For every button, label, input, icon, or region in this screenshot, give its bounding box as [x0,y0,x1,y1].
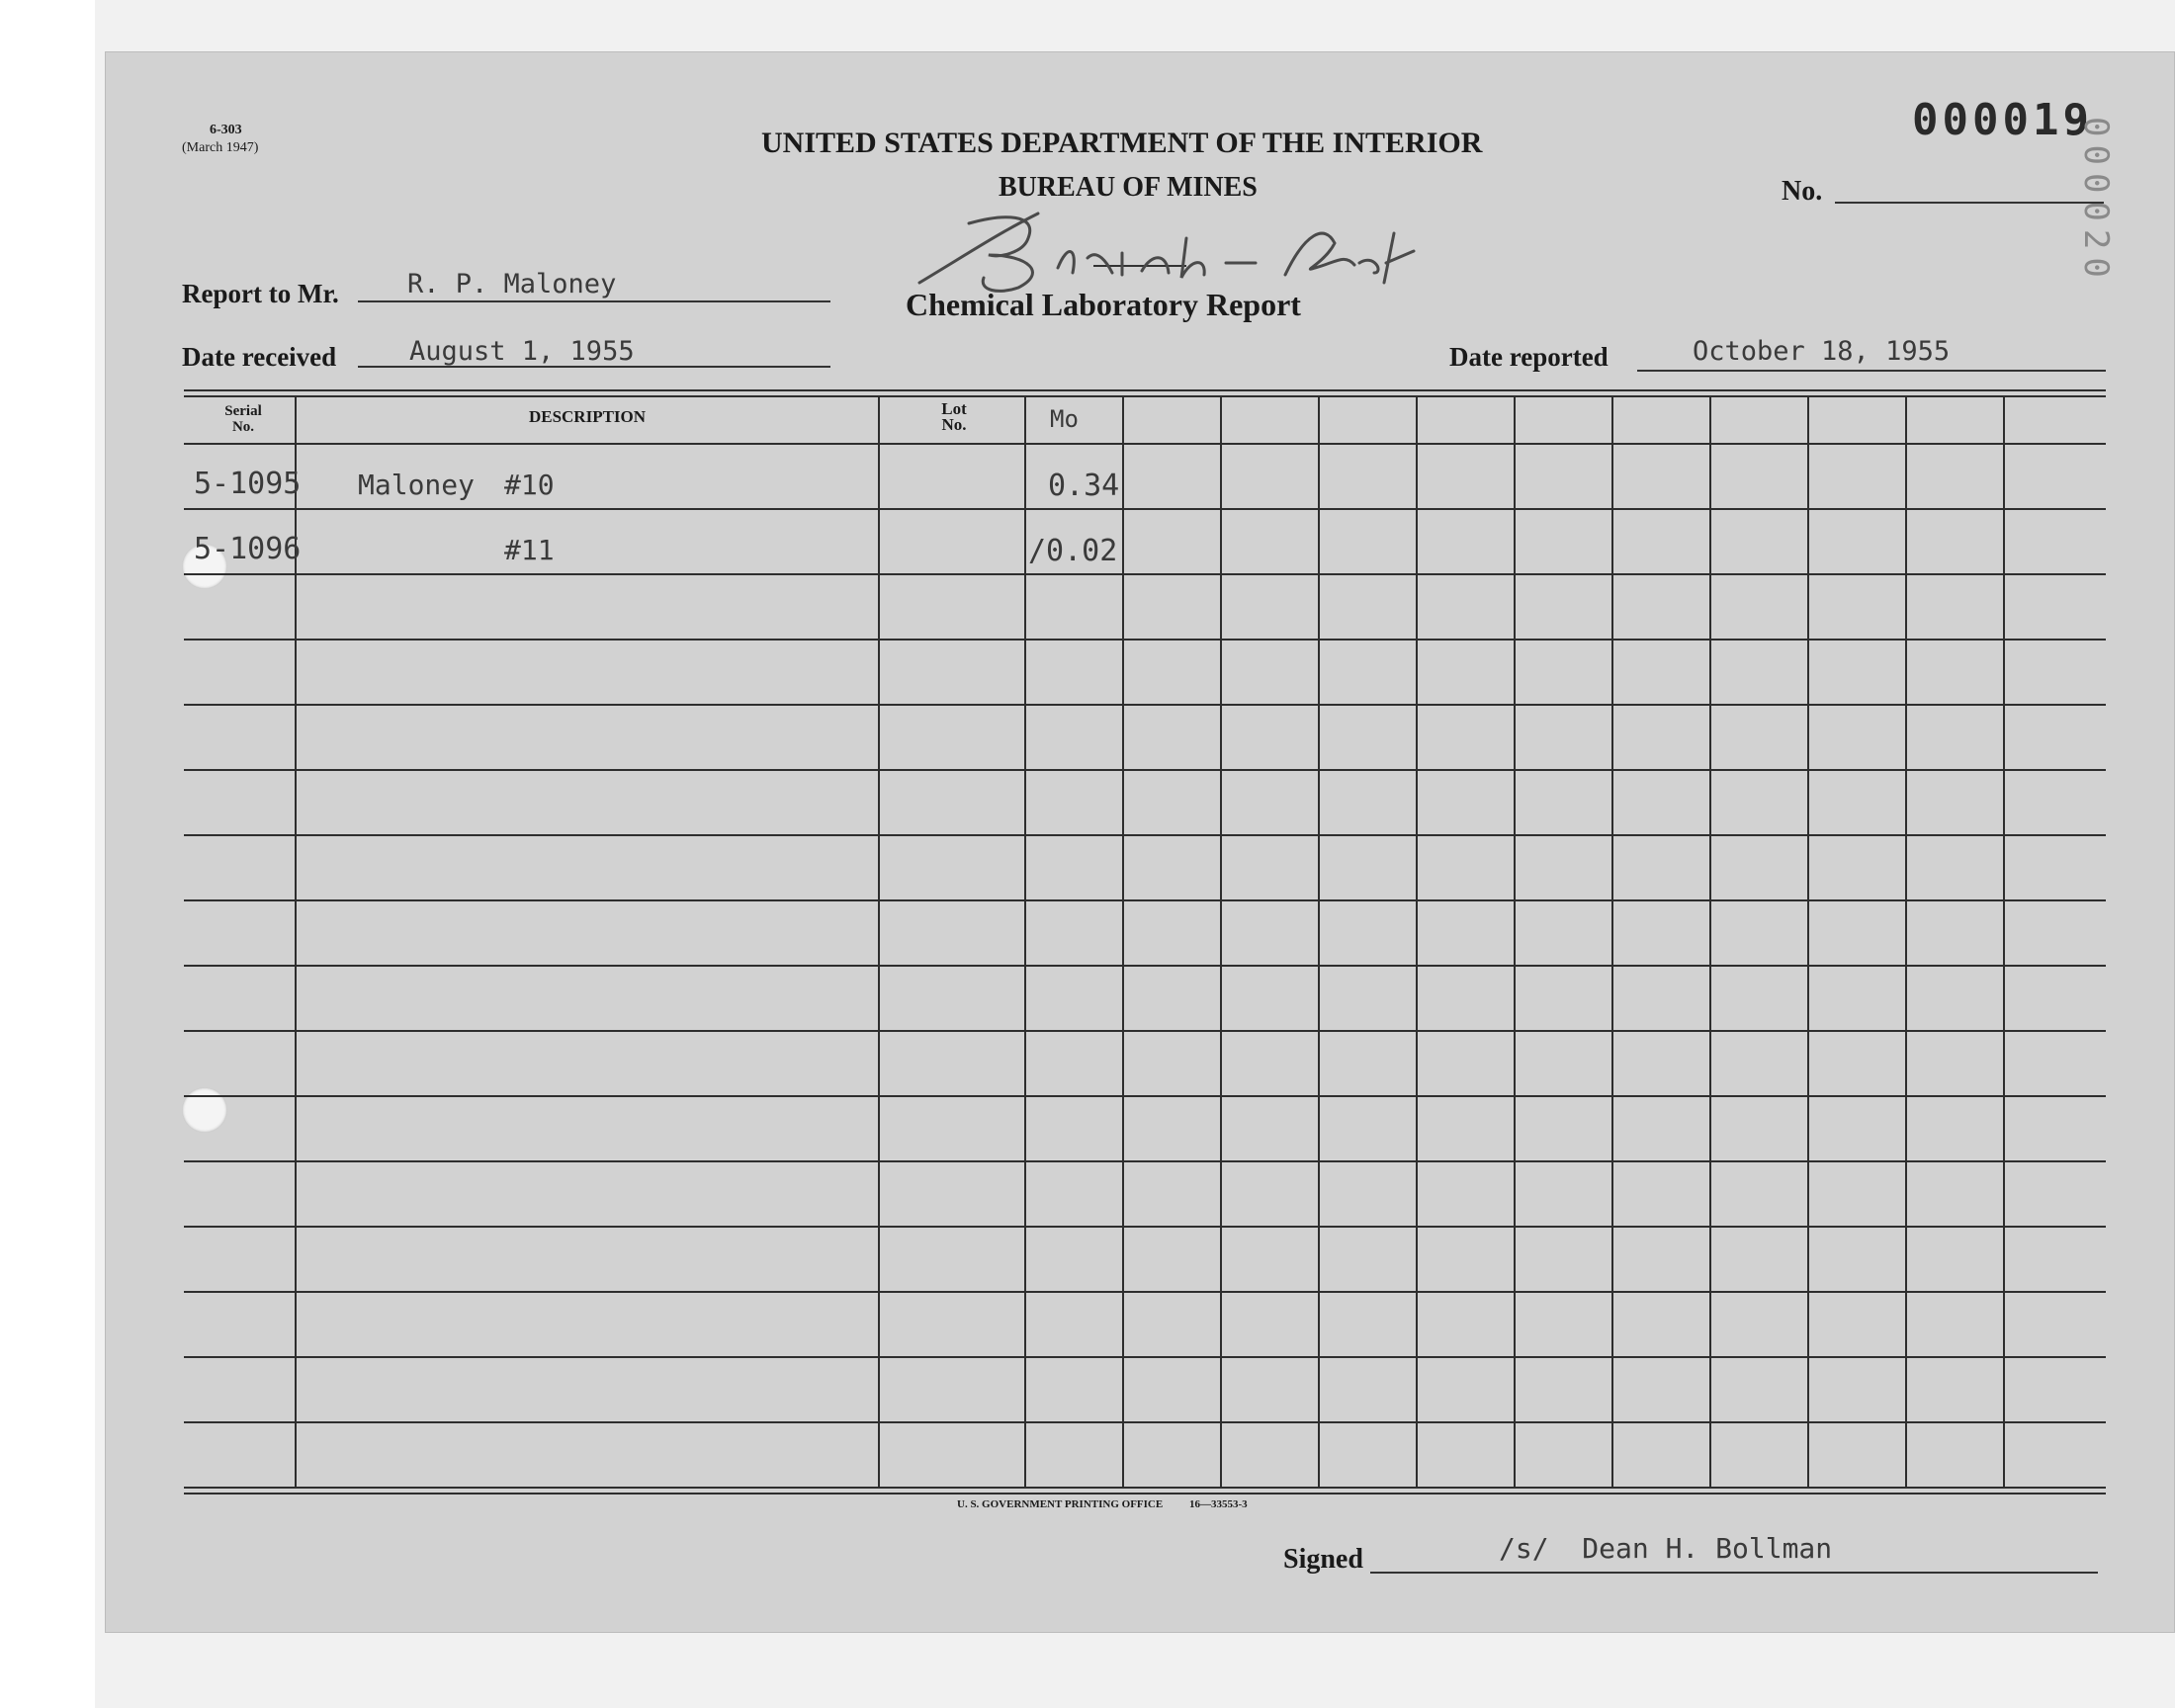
date-reported-label: Date reported [1449,342,1609,372]
printer-code: 16—33553-3 [1188,1498,1248,1510]
description-cell: Maloney [358,469,476,501]
table-top-rule [184,389,2106,391]
punch-hole-bottom [182,1087,227,1133]
mo-cell: /0.02 [1028,534,1118,568]
col-divider [1318,395,1320,1487]
row-rule [184,769,2106,771]
description-number: #10 [504,469,555,501]
form-number: 6-303 [210,123,242,137]
serial-cell: 5-1096 [194,532,302,566]
department-title: UNITED STATES DEPARTMENT OF THE INTERIOR [761,127,1483,159]
serial-header: Serial No. [224,403,262,435]
date-reported-value: October 18, 1955 [1693,336,1951,367]
col-divider [1807,395,1809,1487]
table-bottom-rule [184,1487,2106,1489]
description-number: #11 [504,534,555,566]
signed-label: Signed [1283,1544,1363,1575]
col-divider [1514,395,1516,1487]
row-rule [184,1030,2106,1032]
row-rule [184,573,2106,575]
side-stamp-number: 000020 [2076,117,2116,286]
col-divider [1122,395,1124,1487]
col-divider [1024,395,1026,1487]
description-header: DESCRIPTION [528,407,647,426]
signed-value: /s/ Dean H. Bollman [1499,1532,1833,1565]
row-rule [184,1226,2106,1228]
row-rule [184,1095,2106,1097]
row-rule [184,639,2106,640]
row-rule [184,508,2106,510]
no-label: No. [1782,176,1823,207]
report-to-label: Report to Mr. [182,279,339,308]
report-to-value: R. P. Maloney [407,269,617,299]
date-received-line [358,366,830,368]
row-rule [184,1356,2106,1358]
bureau-title: BUREAU OF MINES [999,172,1258,203]
row-rule [184,1160,2106,1162]
col-divider [1611,395,1613,1487]
col-divider [878,395,880,1487]
date-reported-line [1637,370,2106,372]
mo-cell: 0.34 [1048,469,1120,503]
table-bottom-rule-2 [184,1493,2106,1494]
lot-header: Lot No. [941,399,967,434]
col-divider [1905,395,1907,1487]
col-divider [1709,395,1711,1487]
col-divider [1220,395,1222,1487]
row-rule [184,1421,2106,1423]
printer-name: U. S. GOVERNMENT PRINTING OFFICE [957,1498,1164,1510]
header-rule [184,443,2106,445]
report-to-line [358,300,830,302]
printer-line [957,1498,1248,1510]
col-divider [2003,395,2005,1487]
date-received-label: Date received [182,342,337,372]
report-title: Chemical Laboratory Report [906,287,1301,322]
stamp-number: 000019 [1912,95,2093,145]
signature-line [1370,1572,2098,1574]
row-rule [184,899,2106,901]
row-rule [184,704,2106,706]
col-divider [1416,395,1418,1487]
element-header: Mo [1050,405,1079,433]
form-date: (March 1947) [182,140,259,155]
row-rule [184,834,2106,836]
row-rule [184,965,2106,967]
serial-cell: 5-1095 [194,467,302,501]
date-received-value: August 1, 1955 [409,336,635,367]
no-field-line [1835,202,2104,204]
table-top-rule-2 [184,395,2106,397]
row-rule [184,1291,2106,1293]
